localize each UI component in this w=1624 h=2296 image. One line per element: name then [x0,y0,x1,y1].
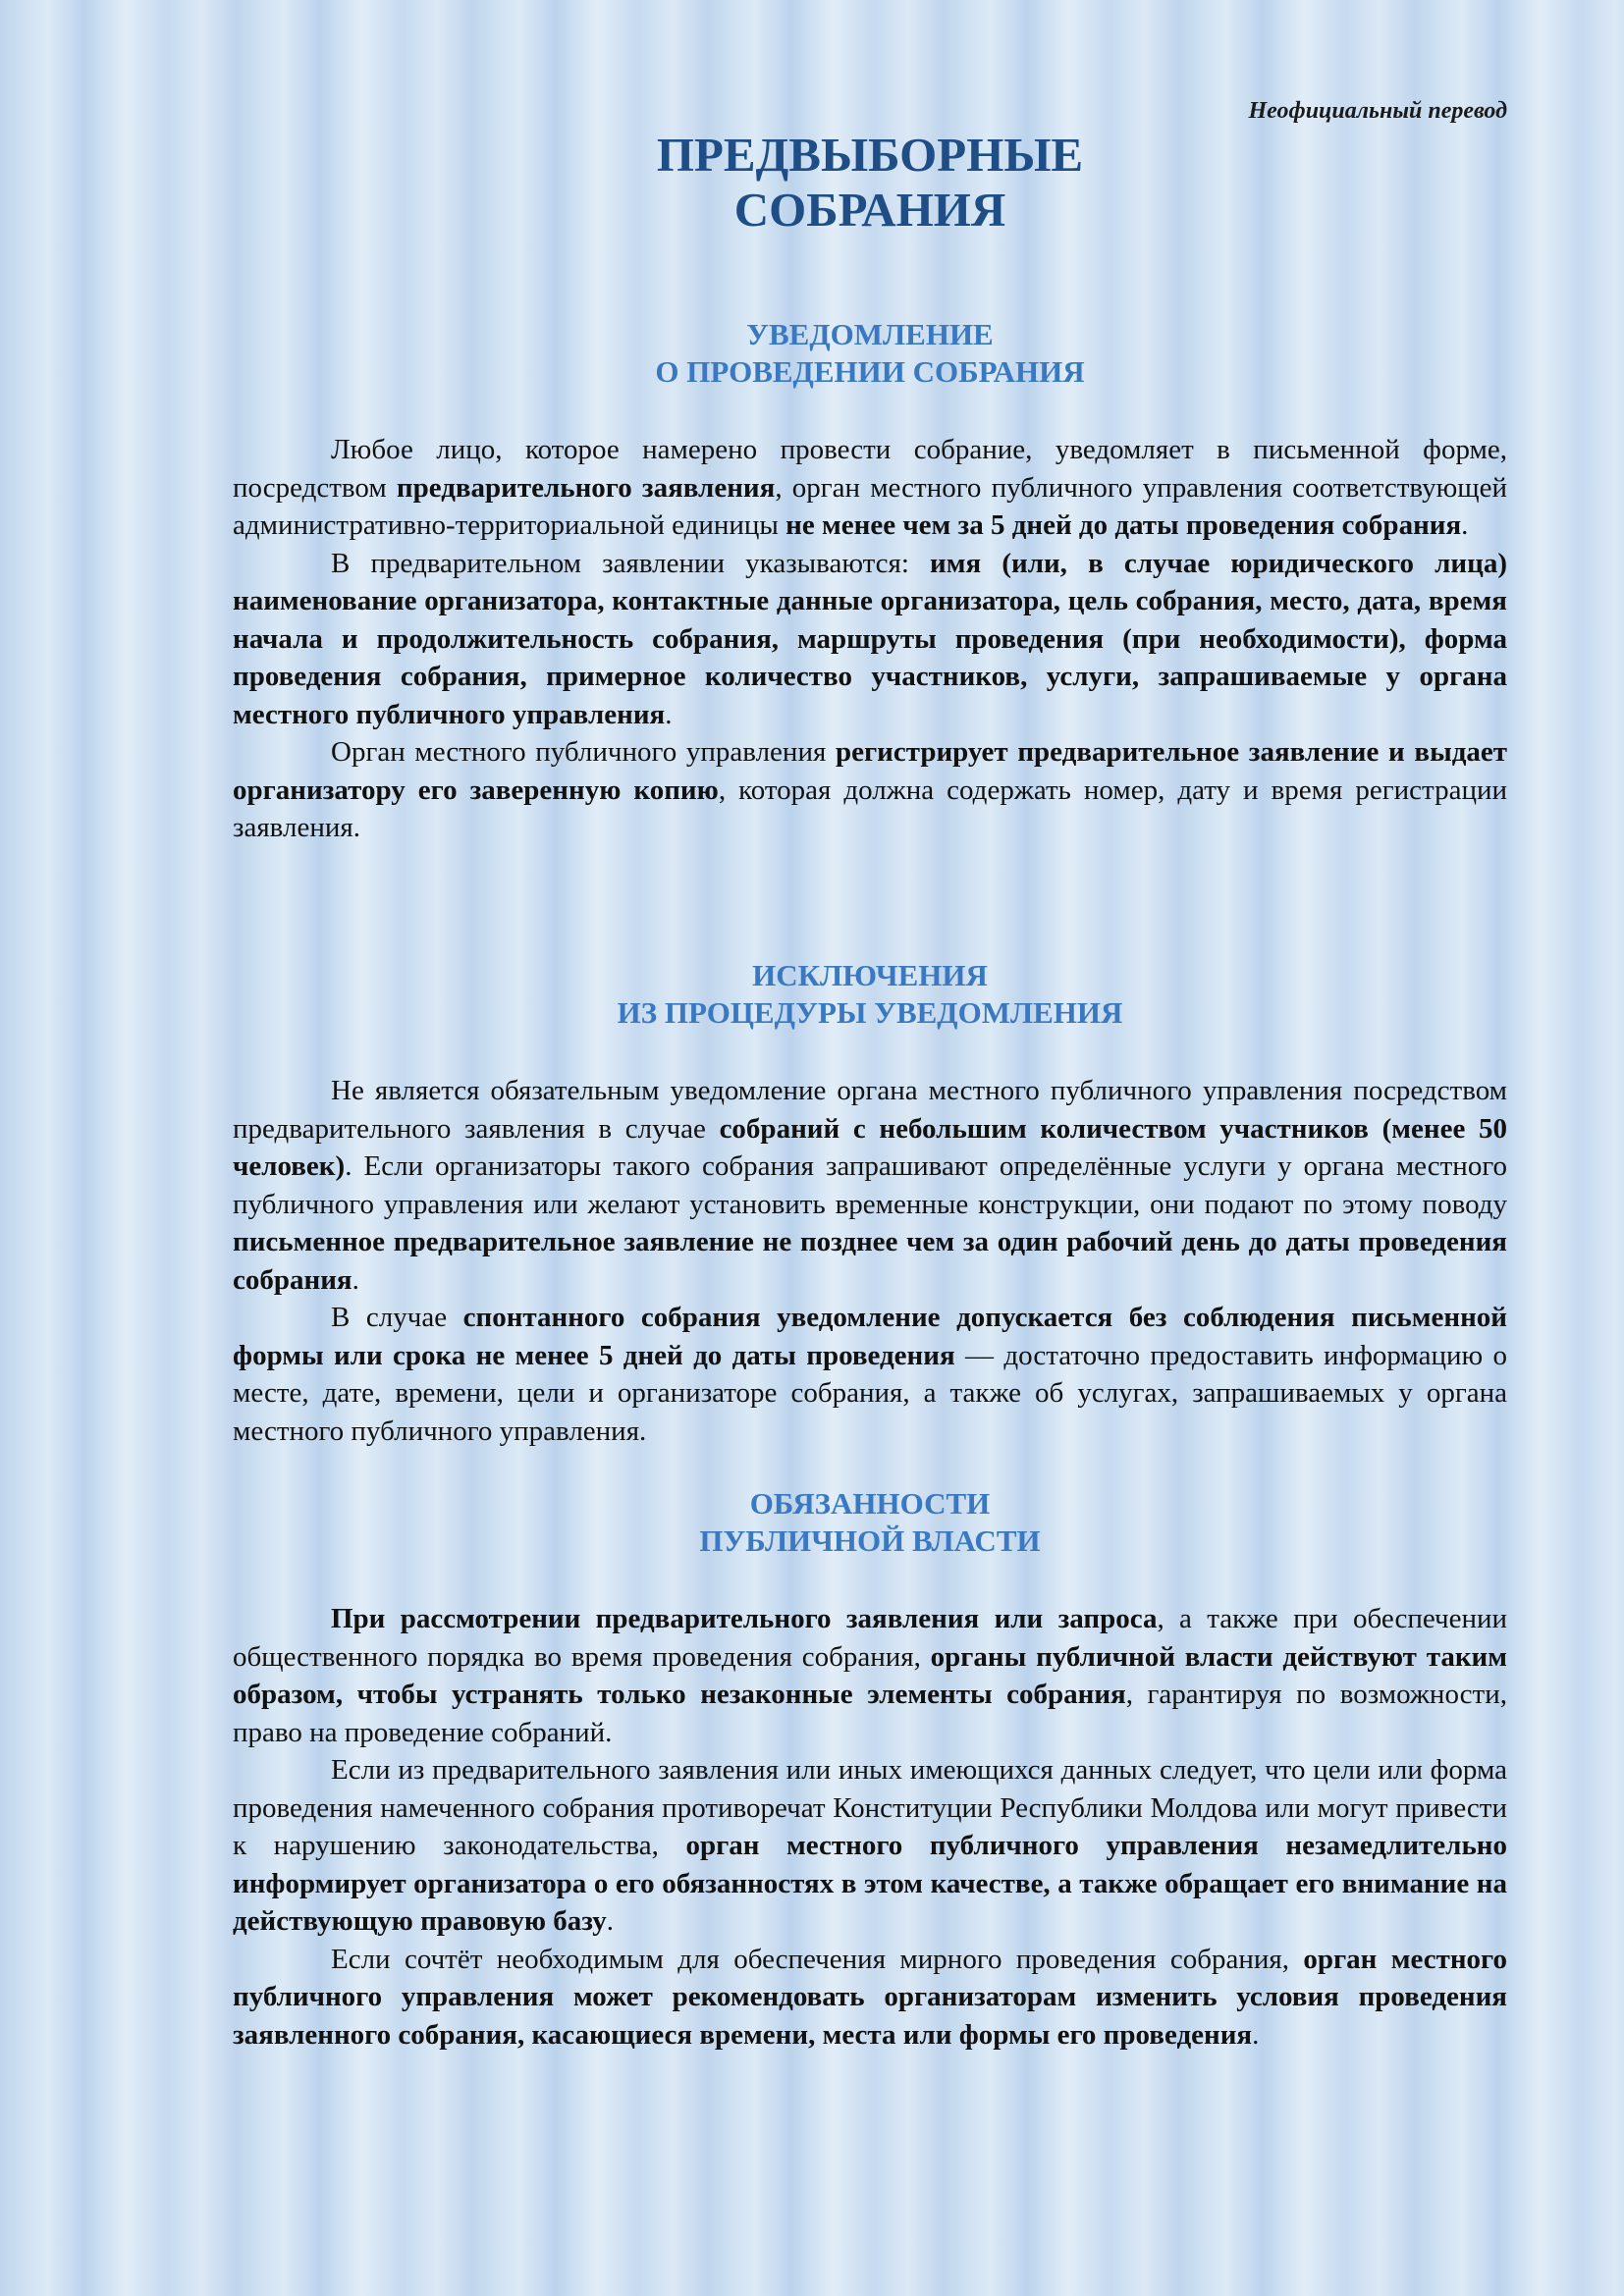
paragraph [233,1941,1507,2055]
text-run: , орган местного публичного управления соответствующей административно-территориальной единицы [233,471,1508,541]
bold-text: орган местного публичного управления может рекомендовать организаторам изменить условия проведения заявленного собрания, касающиеся времени, места или формы его проведения [233,1943,1507,2051]
section-title-line-1: ОБЯЗАННОСТИ [749,1486,991,1521]
document-title-line-2: СОБРАНИЯ [733,183,1006,237]
section-body-notification [233,431,1507,847]
bold-text: При рассмотрении предварительного заявления или запроса [331,1603,1158,1634]
text-run: В предварительном заявлении указываются: [331,547,931,579]
bold-text: собраний с небольшим количеством участников (менее 50 человек) [233,1112,1507,1182]
text-run: Любое лицо, которое намерено провести собрание, уведомляет в письменной форме, посредством [233,434,1507,504]
text-run: . [1252,2018,1260,2051]
section-title-notification [233,316,1507,391]
section-body-authority-duties [233,1600,1507,2054]
section-title-line-2: ПУБЛИЧНОЙ ВЛАСТИ [699,1523,1041,1558]
text-run: — достаточно предоставить информацию о месте, дате, времени, цели и организаторе собрания, а также об услугах, запрашиваемых у органа местного публичного управления. [233,1339,1507,1447]
paragraph [233,545,1507,734]
text-run: . [352,1263,359,1296]
bold-text: регистрирует предварительное заявление и выдает организатору его заверенную копию [233,736,1507,806]
text-run: Орган местного публичного управления [331,736,836,768]
bold-text: не менее чем за 5 дней до даты проведения собрания [785,509,1462,541]
text-run: Если из предварительного заявления или иных имеющихся данных следует, что цели или форма проведения намеченного собрания противоречат Конституции Республики Молдова или могут привести к нарушению законодательства, [233,1754,1507,1861]
section-title-line-2: О ПРОВЕДЕНИИ СОБРАНИЯ [655,354,1085,389]
bold-text: органы публичной власти действуют таким образом, чтобы устранять только незаконные элементы собрания [233,1640,1507,1710]
paragraph [233,1072,1507,1299]
paragraph [233,1299,1507,1450]
text-run: , а также при обеспечении общественного порядка во время проведения собрания, [233,1603,1508,1673]
bold-text: орган местного публичного управления незамедлительно информирует организатора о его обязанностях в этом качестве, а также обращает его внимание на действующую правовую базу [233,1830,1507,1937]
document-title [233,128,1507,238]
paragraph [233,1600,1507,1751]
text-run: Если сочтёт необходимым для обеспечения мирного проведения собрания, [331,1943,1304,1975]
text-run: Не является обязательным уведомление органа местного публичного управления посредством предварительного заявления в случае [233,1075,1507,1145]
paragraph [233,733,1507,847]
section-title-authority-duties [233,1485,1507,1560]
text-run: В случае [331,1302,463,1333]
text-run: , гарантируя по возможности, право на проведение собраний. [233,1679,1507,1748]
bold-text: предварительного заявления [396,471,776,504]
bold-text: спонтанного собрания уведомление допускается без соблюдения письменной формы или срока не менее 5 дней до даты проведения [233,1302,1507,1371]
bold-text: имя (или, в случае юридического лица) наименование организатора, контактные данные организатора, цель собрания, место, дата, время начала и продолжительность собрания, маршруты проведения (при необходимости), форма проведения собрания, примерное количество участников, услуги, запрашиваемые у органа местного публичного управления [233,547,1507,730]
text-run: . Если организаторы такого собрания запрашивают определённые услуги у органа местного публичного управления или желают установить временные конструкции, они подают по этому поводу [233,1150,1507,1220]
text-run: , которая должна содержать номер, дату и время регистрации заявления. [233,774,1508,843]
text-run: . [606,1905,615,1937]
section-body-exceptions [233,1072,1507,1450]
paragraph [233,1751,1507,1941]
section-title-exceptions [233,957,1507,1032]
text-run: . [1461,509,1469,541]
text-run: . [665,698,673,730]
section-title-line-2: ИЗ ПРОЦЕДУРЫ УВЕДОМЛЕНИЯ [617,995,1123,1030]
section-title-line-1: УВЕДОМЛЕНИЕ [746,317,994,351]
section-title-line-1: ИСКЛЮЧЕНИЯ [752,958,988,992]
unofficial-translation-note: Неофициальный перевод [1248,98,1507,124]
document-title-line-1: ПРЕДВЫБОРНЫЕ [656,128,1084,182]
bold-text: письменное предварительное заявление не позднее чем за один рабочий день до даты проведения собрания [233,1226,1507,1296]
paragraph [233,431,1507,545]
